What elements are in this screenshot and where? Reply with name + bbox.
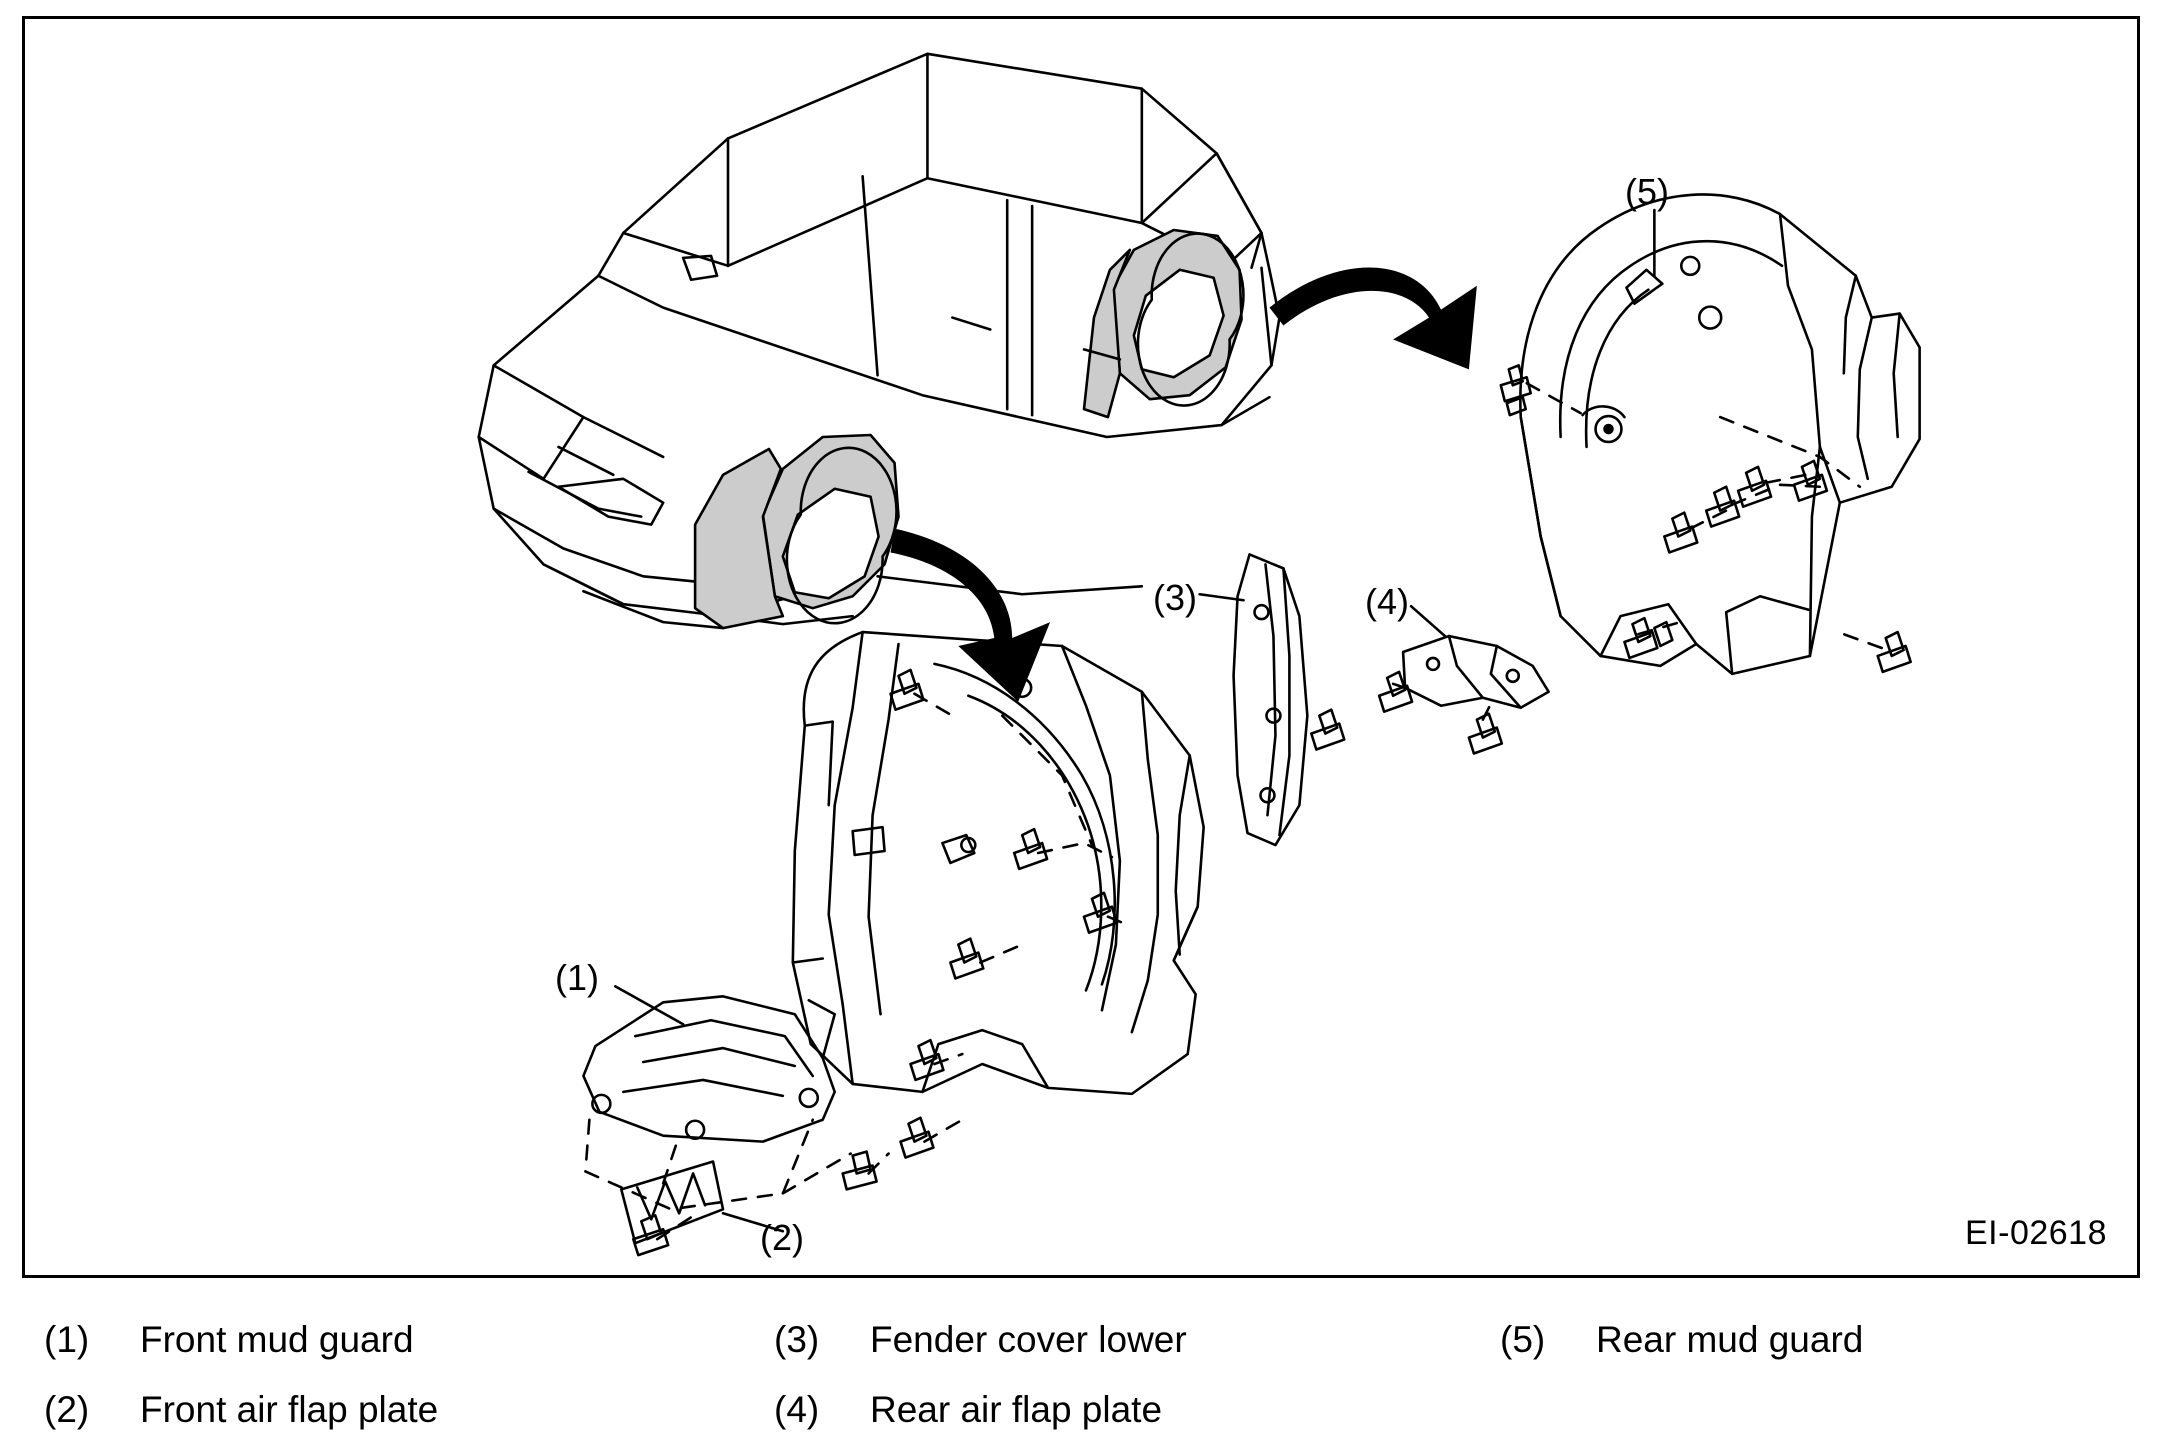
front-mud-guard-part xyxy=(583,632,1203,1142)
arrow-rear xyxy=(1269,267,1476,369)
front-air-flap-plate-part xyxy=(621,1162,723,1244)
legend-item-3 xyxy=(742,1319,1462,1361)
front-assembly-dashed-lines xyxy=(585,694,1131,1239)
vehicle-body-drawing xyxy=(479,54,1280,628)
figure-frame xyxy=(22,16,2140,1278)
legend-item-5 xyxy=(1462,1319,2122,1361)
legend-label: Front air flap plate xyxy=(140,1389,439,1430)
legend-label: Front mud guard xyxy=(140,1319,414,1360)
callout-4: (4) xyxy=(1365,581,1409,622)
fender-cover-lower-part xyxy=(1234,554,1308,845)
legend-item-4 xyxy=(742,1389,1462,1431)
callout-5: (5) xyxy=(1625,171,1669,212)
legend-number: (3) xyxy=(774,1319,820,1360)
legend-row xyxy=(22,1305,2140,1375)
callout-2: (2) xyxy=(760,1217,804,1258)
legend-label: Rear mud guard xyxy=(1596,1319,1864,1360)
legend-item-2 xyxy=(22,1389,742,1431)
exploded-view-illustration xyxy=(25,19,2137,1275)
callout-3: (3) xyxy=(1153,577,1197,618)
legend-item-1 xyxy=(22,1319,742,1361)
fender-cover-clip xyxy=(1311,710,1344,750)
legend-number: (2) xyxy=(44,1389,90,1430)
legend-label: Rear air flap plate xyxy=(870,1389,1163,1430)
rear-air-flap-plate-part xyxy=(1379,636,1549,753)
figure-code: EI-02618 xyxy=(1965,1214,2107,1252)
legend-row xyxy=(22,1375,2140,1445)
rear-mud-guard-part xyxy=(1520,194,1919,673)
legend xyxy=(22,1305,2140,1445)
legend-number: (5) xyxy=(1500,1319,1546,1360)
legend-label: Fender cover lower xyxy=(870,1319,1187,1360)
rear-assembly-dashed-lines xyxy=(1527,383,1882,648)
rear-clip-fasteners xyxy=(1501,365,1911,672)
callout-1: (1) xyxy=(555,957,599,998)
legend-number: (4) xyxy=(774,1389,820,1430)
legend-number: (1) xyxy=(44,1319,90,1360)
